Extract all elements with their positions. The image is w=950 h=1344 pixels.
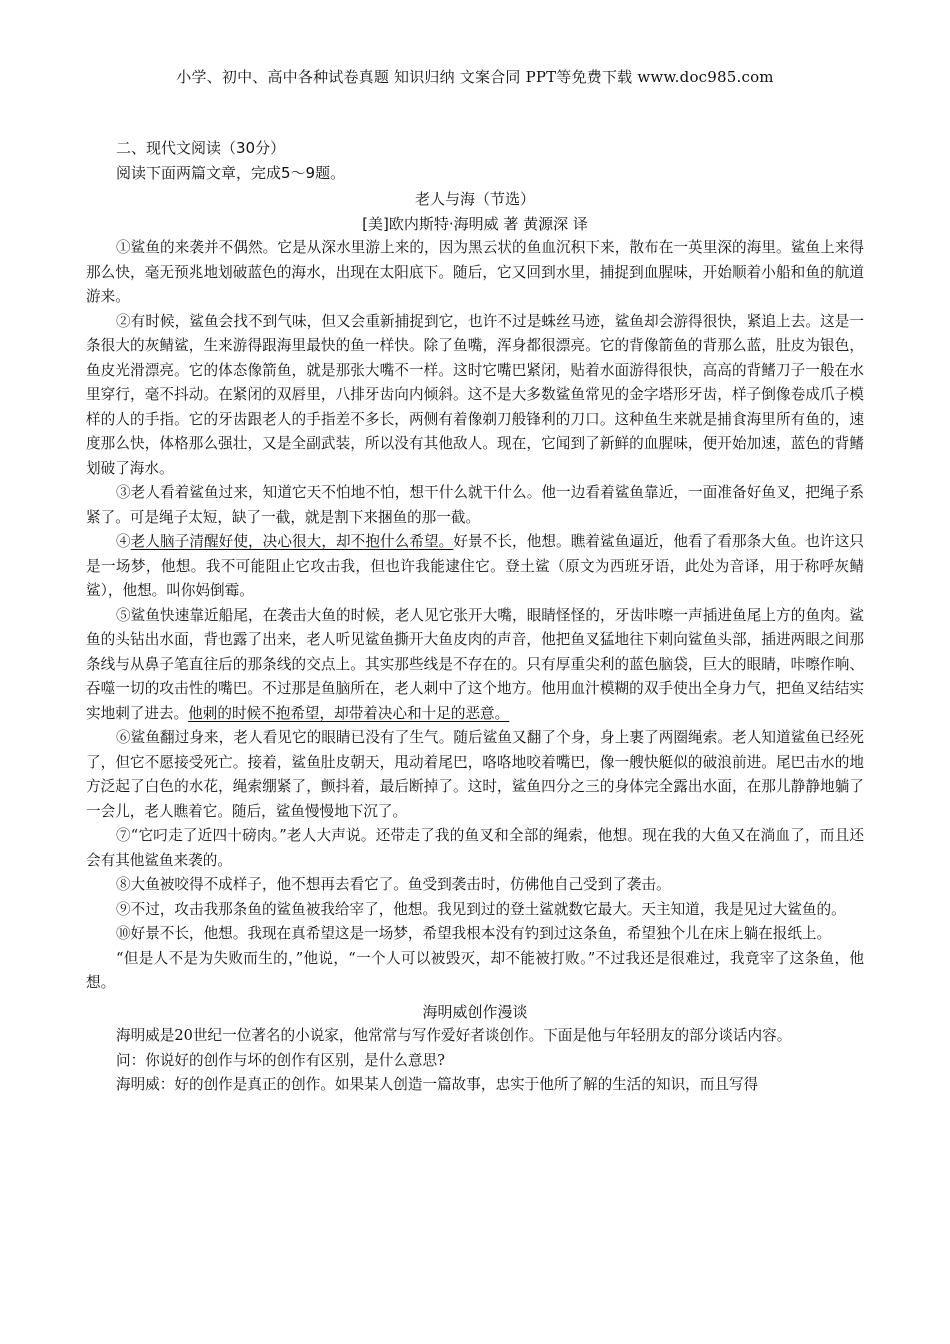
paragraph-5-main: ⑤鲨鱼快速靠近船尾，在袭击大鱼的时候，老人见它张开大嘴，眼睛怪怪的，牙齿咔嚓一声插进鱼尾上方的鱼肉。鲨鱼的头钻出水面，背也露了出来，老人听见鲨鱼撕开大鱼皮肉的声音，他把鱼叉猛地往下刺向鲨鱼头部，插进两眼之间那条线与从鼻子笔直往后的那条线的交点上。其实那些线是不存在的。只有厚重尖利的蓝色脑袋，巨大的眼睛，咔嚓作响、吞噬一切的攻击性的嘴巴。不过那是鱼脑所在，老人刺中了这个地方。他用血汁模糊的双手使出全身力气，把鱼叉结结实实地刺了进去。 <box>86 606 864 722</box>
paragraph-8: ⑧大鱼被咬得不成样子，他不想再去看它了。鱼受到袭击时，仿佛他自己受到了袭击。 <box>116 876 671 893</box>
article2-question-1: 问：你说好的创作与坏的创作有区别，是什么意思? <box>116 1051 445 1069</box>
exam-content <box>86 136 864 1098</box>
page-header: 小学、初中、高中各种试卷真题 知识归纳 文案合同 PPT等免费下载 www.doc985.com <box>176 68 774 86</box>
paragraph-4 <box>86 530 864 604</box>
paragraph-7: ⑦“它叼走了近四十磅肉。”老人大声说。还带走了我的鱼叉和全部的绳索，他想。现在我的大鱼又在淌血了，而且还会有其他鲨鱼来袭的。 <box>86 827 864 869</box>
paragraph-4-number: ④ <box>116 533 131 550</box>
article2-answer-1: 海明威：好的创作是真正的创作。如果某人创造一篇故事，忠实于他所了解的生活的知识，而且写得 <box>116 1076 759 1093</box>
paragraph-5-underlined-sentence: 他刺的时候不抱希望，却带着决心和十足的恶意。 <box>188 704 510 722</box>
paragraph-11: “但是人不是为失败而生的，”他说，“一个人可以被毁灭，却不能被打败。”不过我还是很难过，我竟宰了这条鱼，他想。 <box>86 949 864 991</box>
paragraph-4-underlined-sentence: 老人脑子清醒好使，决心很大，却不抱什么希望。 <box>130 533 454 550</box>
paragraph-3: ③老人看着鲨鱼过来，知道它天不怕地不怕，想干什么就干什么。他一边看着鲨鱼靠近，一面准备好鱼叉，把绳子系紧了。可是绳子太短，缺了一截，就是割下来捆鱼的那一截。 <box>86 484 864 526</box>
article2-intro: 海明威是20世纪一位著名的小说家，他常常与写作爱好者谈创作。下面是他与年轻朋友的部分谈话内容。 <box>116 1027 792 1044</box>
section-title: 二、现代文阅读（30分） <box>116 139 286 157</box>
paragraph-5 <box>86 604 864 727</box>
paragraph-9: ⑨不过，攻击我那条鱼的鲨鱼被我给宰了，他想。我见到过的登土鲨就数它最大。天主知道，我是见过大鲨鱼的。 <box>116 900 846 918</box>
paragraph-2: ②有时候，鲨鱼会找不到气味，但又会重新捕捉到它，也许不过是蛛丝马迹，鲨鱼却会游得很快，紧追上去。这是一条很大的灰鲭鲨，生来游得跟海里最快的鱼一样快。除了鱼嘴，浑身都很漂亮。它的背像箭鱼的背那么蓝，肚皮为银色，鱼皮光滑漂亮。它的体态像箭鱼，就是那张大嘴不一样。这时它嘴巴紧闭，贴着水面游得很快，高高的背鳍刀子一般在水里穿行，毫不抖动。在紧闭的双唇里，八排牙齿向内倾斜。这不是大多数鲨鱼常见的金字塔形牙齿，样子倒像卷成爪子模样的人的手指。它的牙齿跟老人的手指差不多长，两侧有着像剃刀般锋利的刀口。这种鱼生来就是捕食海里所有鱼的，速度那么快，体格那么强壮，又是全副武装，所以没有其他敌人。现在，它闻到了新鲜的血腥味，便开始加速，蓝色的背鳍划破了海水。 <box>86 312 864 477</box>
paragraph-10: ⑩好景不长，他想。我现在真希望这是一场梦，希望我根本没有钓到过这条鱼，希望独个儿在床上躺在报纸上。 <box>116 925 832 942</box>
reading-instruction: 阅读下面两篇文章，完成5～9题。 <box>116 163 346 182</box>
article1-byline: [美]欧内斯特·海明威 著 黄源深 译 <box>362 214 588 233</box>
paragraph-1: ①鲨鱼的来袭并不偶然。它是从深水里游上来的，因为黑云状的鱼血沉积下来，散布在一英里深的海里。鲨鱼上来得那么快，毫无预兆地划破蓝色的海水，出现在太阳底下。随后，它又回到水里，捕捉到血腥味，开始顺着小船和鱼的航道游来。 <box>86 239 864 305</box>
article2-title: 海明威创作漫谈 <box>422 1002 528 1021</box>
paragraph-4-rest: 好景不长，他想。瞧着鲨鱼逼近，他看了看那条大鱼。也许这只是一场梦，他想。我不可能阻止它攻击我，但也许我能逮住它。登土鲨（原文为西班牙语，此处为音译，用于称呼灰鲭鲨），他想。叫你妈倒霉。 <box>86 533 864 599</box>
paragraph-6: ⑥鲨鱼翻过身来，老人看见它的眼睛已没有了生气。随后鲨鱼又翻了个身，身上裹了两圈绳索。老人知道鲨鱼已经死了，但它不愿接受死亡。接着，鲨鱼肚皮朝天，甩动着尾巴，咯咯地咬着嘴巴，像一艘快艇似的破浪前进。尾巴击水的地方泛起了白色的水花，绳索绷紧了，颤抖着，最后断掉了。这时，鲨鱼四分之三的身体完全露出水面，在那儿静静地躺了一会儿，老人瞧着它。随后，鲨鱼慢慢地下沉了。 <box>86 729 864 820</box>
article1-title: 老人与海（节选） <box>414 190 535 208</box>
